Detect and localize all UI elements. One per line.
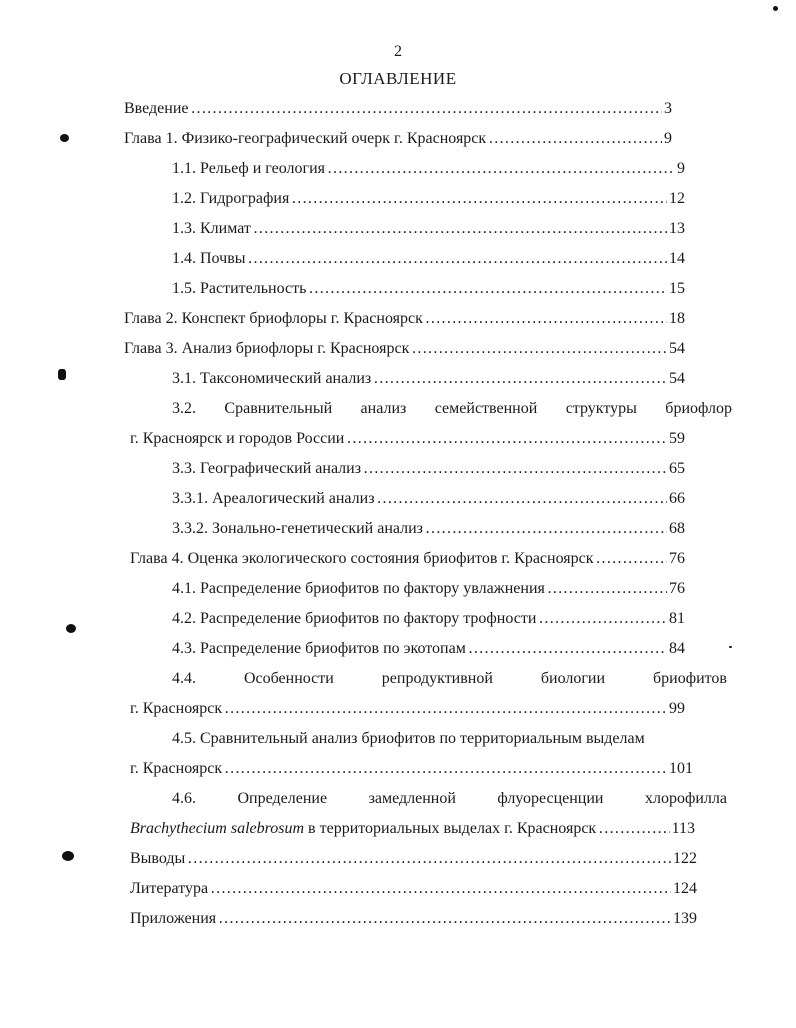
toc-entry-page: 9	[677, 160, 685, 177]
toc-word: Определение	[237, 790, 328, 807]
toc-entry-title: 3.3.1. Ареалогический анализ	[172, 490, 375, 507]
toc-entry-section-4-4-line-2	[130, 699, 685, 719]
dot-leader	[488, 129, 662, 149]
dot-leader	[191, 99, 663, 119]
toc-entry-page: 122	[673, 850, 697, 867]
toc-entry-title: 4.1. Распределение бриофитов по фактору увлажнения	[172, 580, 545, 597]
dot-leader	[425, 309, 667, 329]
toc-entry-title: Литература	[130, 880, 209, 897]
toc-entry-section-4-6-line-2	[130, 819, 695, 839]
page-number: 2	[394, 43, 402, 60]
toc-entry-page: 99	[669, 700, 685, 717]
toc-entry-title: г. Красноярск и городов России	[130, 430, 345, 447]
toc-entry-page: 124	[673, 880, 697, 897]
toc-entry-section-1-4	[172, 249, 685, 269]
toc-word: бриофитов	[653, 670, 727, 687]
toc-entry-title: 4.2. Распределение бриофитов по фактору трофности	[172, 610, 537, 627]
toc-entry-page: 66	[669, 490, 685, 507]
toc-entry-title: 4.5. Сравнительный анализ бриофитов по территориальным выделам	[172, 730, 645, 747]
toc-word: замедленной	[368, 790, 456, 807]
toc-entry-title: Глава 4. Оценка экологического состояния бриофитов г. Красноярск	[130, 550, 594, 567]
toc-word: Особенности	[243, 670, 334, 687]
toc-entry-title: Выводы	[130, 850, 186, 867]
toc-word: анализ	[360, 400, 407, 417]
toc-entry-page: 113	[671, 820, 695, 837]
toc-entry-title: 3.3.2. Зонально-генетический анализ	[172, 520, 423, 537]
toc-entry-title: Введение	[124, 100, 189, 117]
toc-entry-section-3-3-2	[172, 519, 685, 539]
dot-leader	[346, 429, 667, 449]
toc-entry-page: 76	[669, 580, 685, 597]
toc-entry-section-4-3	[172, 639, 685, 659]
toc-entry-title: Глава 1. Физико-географический очерк г. Красноярск	[124, 130, 487, 147]
toc-entry-page: 81	[669, 610, 685, 627]
scan-speck	[729, 646, 732, 648]
dot-leader	[327, 159, 675, 179]
toc-entry-page: 101	[669, 760, 693, 777]
toc-entry-title: 1.4. Почвы	[172, 250, 246, 267]
toc-entry-page: 54	[669, 340, 685, 357]
toc-entry-section-1-1	[172, 159, 685, 179]
toc-entry-section-1-5	[172, 279, 685, 299]
dot-leader	[596, 549, 667, 569]
toc-word: 4.6.	[172, 790, 196, 807]
toc-entry-section-4-5-line-2	[130, 759, 693, 779]
toc-entry-page: 12	[669, 190, 685, 207]
dot-leader	[291, 189, 667, 209]
toc-entry-section-3-3-1	[172, 489, 685, 509]
toc-entry-section-4-6-line-1	[172, 789, 727, 809]
toc-entry-page: 14	[669, 250, 685, 267]
toc-entry-title: Приложения	[130, 910, 217, 927]
toc-entry-page: 15	[669, 280, 685, 297]
toc-entry-title: Глава 3. Анализ бриофлоры г. Красноярск	[124, 340, 410, 357]
dot-leader	[248, 249, 668, 269]
toc-entry-section-3-3	[172, 459, 685, 479]
dot-leader	[373, 369, 667, 389]
toc-entry-section-3-2-line-1	[172, 399, 732, 419]
toc-entry-chapter-3	[124, 339, 685, 359]
toc-entry-section-1-3	[172, 219, 685, 239]
toc-entry-page: 65	[669, 460, 685, 477]
toc-entry-section-3-1	[172, 369, 685, 389]
scan-speck	[62, 851, 74, 861]
toc-entry-page: 76	[669, 550, 685, 567]
dot-leader	[547, 579, 667, 599]
toc-entry-section-4-5-line-1	[172, 729, 732, 749]
scan-speck	[58, 369, 66, 380]
toc-entry-conclusions	[130, 849, 697, 869]
toc-entry-page: 9	[664, 130, 672, 147]
toc-word: структуры	[565, 400, 637, 417]
toc-word: биологии	[540, 670, 606, 687]
toc-word: флуоресценции	[497, 790, 604, 807]
toc-entry-page: 18	[669, 310, 685, 327]
dot-leader	[411, 339, 667, 359]
dot-leader	[253, 219, 667, 239]
toc-entry-page: 3	[664, 100, 672, 117]
toc-entry-page: 13	[669, 220, 685, 237]
toc-entry-title-rest: в территориальных выделах г. Красноярск	[304, 820, 597, 837]
dot-leader	[224, 759, 667, 779]
toc-entry-title: 4.3. Распределение бриофитов по экотопам	[172, 640, 466, 657]
toc-entry-appendices	[130, 909, 697, 929]
toc-entry-title: г. Красноярск	[130, 760, 223, 777]
toc-entry-title: 3.3. Географический анализ	[172, 460, 362, 477]
scan-speck	[66, 624, 76, 633]
dot-leader	[224, 699, 667, 719]
dot-leader	[598, 819, 669, 839]
toc-entry-title: 1.5. Растительность	[172, 280, 307, 297]
toc-entry-title: г. Красноярск	[130, 700, 223, 717]
species-name: Brachythecium salebrosum	[130, 820, 305, 837]
toc-entry-section-4-4-line-1	[172, 669, 727, 689]
toc-entry-page: 54	[669, 370, 685, 387]
dot-leader	[187, 849, 671, 869]
toc-entry-page: 139	[673, 910, 697, 927]
toc-entry-page: 59	[669, 430, 685, 447]
scan-speck	[773, 6, 778, 11]
toc-word: хлорофилла	[645, 790, 727, 807]
toc-entry-title	[130, 819, 596, 839]
dot-leader	[377, 489, 667, 509]
toc-word: 3.2.	[172, 400, 196, 417]
toc-entry-section-4-2	[172, 609, 685, 629]
toc-entry-chapter-2	[124, 309, 685, 329]
toc-word: бриофлор	[665, 400, 732, 417]
toc-entry-section-3-2-line-2	[130, 429, 685, 449]
toc-entry-title: Глава 2. Конспект бриофлоры г. Красноярск	[124, 310, 423, 327]
toc-entry-page: 84	[669, 640, 685, 657]
toc-entry-title: 1.3. Климат	[172, 220, 251, 237]
toc-entry-intro	[124, 99, 672, 119]
toc-entry-title: 1.2. Гидрография	[172, 190, 290, 207]
toc-word: семейственной	[434, 400, 538, 417]
dot-leader	[363, 459, 667, 479]
toc-word: Сравнительный	[224, 400, 333, 417]
toc-word: 4.4.	[172, 670, 196, 687]
dot-leader	[425, 519, 667, 539]
page-title: ОГЛАВЛЕНИЕ	[339, 69, 457, 88]
toc-entry-section-4-1	[172, 579, 685, 599]
toc-entry-chapter-4	[130, 549, 685, 569]
dot-leader	[468, 639, 667, 659]
toc-entry-title: 1.1. Рельеф и геология	[172, 160, 326, 177]
dot-leader	[308, 279, 667, 299]
toc-entry-chapter-1	[124, 129, 672, 149]
dot-leader	[218, 909, 671, 929]
toc-entry-page: 68	[669, 520, 685, 537]
toc-entry-literature	[130, 879, 697, 899]
scan-speck	[60, 134, 69, 142]
toc-word: репродуктивной	[381, 670, 493, 687]
toc-entry-section-1-2	[172, 189, 685, 209]
dot-leader	[538, 609, 667, 629]
dot-leader	[210, 879, 671, 899]
toc-entry-title: 3.1. Таксономический анализ	[172, 370, 372, 387]
